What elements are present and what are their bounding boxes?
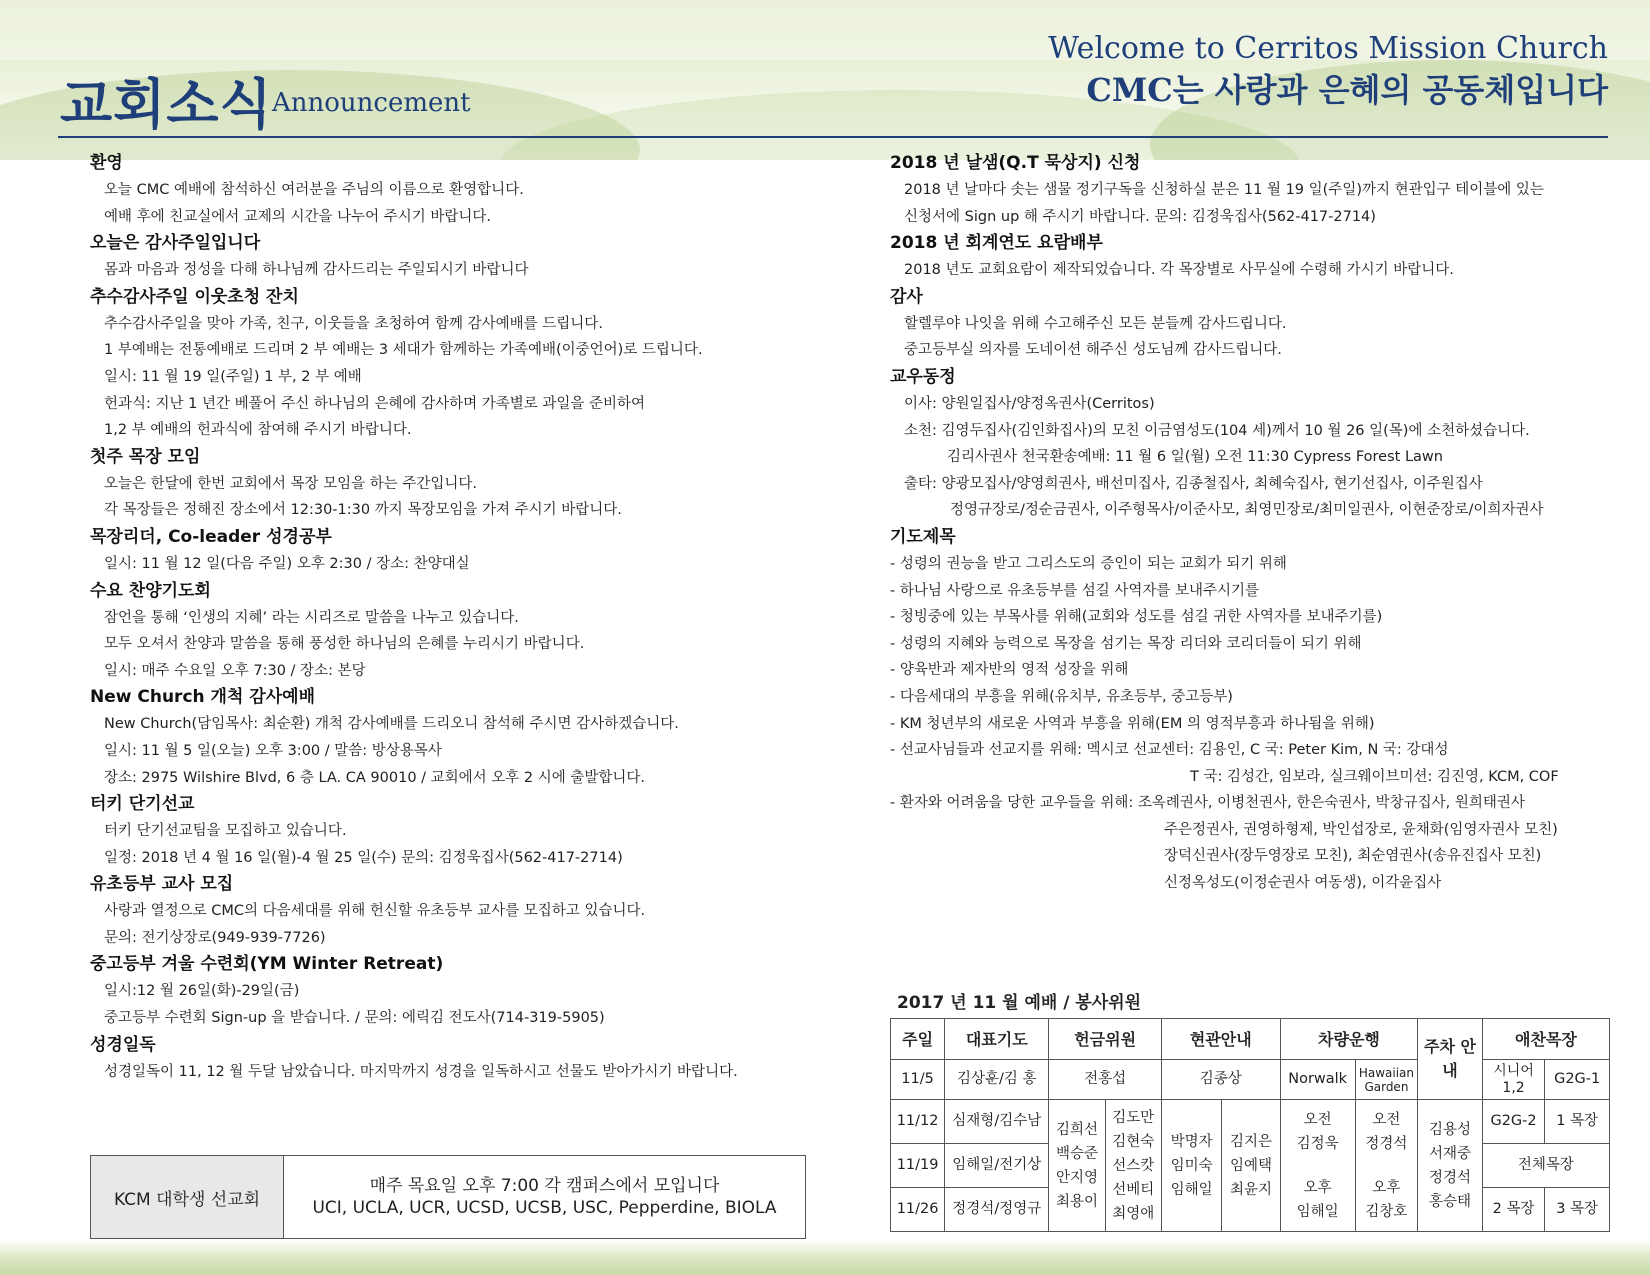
announcement-section — [890, 284, 1610, 364]
section-line: 정영규장로/정순금권사, 이주형목사/이준사모, 최영민장로/최미일권사, 이현준장로/이희자권사 — [950, 502, 1544, 519]
kcm-label: KCM 대학생 선교회 — [91, 1156, 284, 1238]
kcm-line-2: UCI, UCLA, UCR, UCSD, UCSB, USC, Pepperdine, BIOLA — [312, 1198, 777, 1218]
name-text: 홍승태 — [1428, 1193, 1472, 1210]
section-title: 교우동정 — [890, 366, 956, 387]
kcm-details — [284, 1156, 805, 1238]
name-text: 정경석 — [1365, 1135, 1408, 1152]
name-text: 최용이 — [1055, 1193, 1098, 1210]
welcome-line-1: Welcome to Cerritos Mission Church — [1048, 31, 1608, 66]
prayer-cell: 심재형/김수남 — [945, 1100, 1049, 1144]
section-line: 오늘은 한달에 한번 교회에서 목장 모임을 하는 주간입니다. — [104, 475, 478, 492]
section-line: 터키 단기선교팀을 모집하고 있습니다. — [104, 823, 347, 840]
announcement-section — [90, 524, 830, 578]
schedule-table — [890, 1018, 1610, 1232]
section-line: - 청빙중에 있는 부목사를 위해(교회와 성도를 섬길 귀한 사역자를 보내주기를) — [890, 609, 1383, 626]
section-line: 일시: 11 월 19 일(주일) 1 부, 2 부 예배 — [104, 368, 362, 385]
right-column — [890, 150, 1610, 897]
prayer-cell: 정경석/정영규 — [945, 1188, 1049, 1232]
section-line: - 양육반과 제자반의 영적 성장을 위해 — [890, 662, 1129, 679]
section-title: 2018 년 날샘(Q.T 묵상지) 신청 — [890, 153, 1141, 173]
schedule-header-row — [891, 1019, 1610, 1060]
name-text: 서재중 — [1428, 1145, 1472, 1162]
offering-cell — [1049, 1100, 1105, 1232]
header-cell: 헌금위원 — [1049, 1019, 1162, 1060]
section-title: 감사 — [890, 286, 923, 307]
name-text: 오후 — [1372, 1179, 1401, 1196]
section-line: 일정: 2018 년 4 월 16 일(월)-4 월 25 일(수) 문의: 김정욱집사(562-417-2714) — [104, 849, 623, 866]
footer-banner — [0, 1240, 1650, 1275]
section-title: 성경일독 — [90, 1034, 156, 1055]
section-line: 김리사권사 천국환송예배: 11 월 6 일(월) 오전 11:30 Cypress Forest Lawn — [947, 449, 1443, 466]
offering-cell — [1105, 1100, 1161, 1232]
prayer-cell: 임해일/전기상 — [945, 1144, 1049, 1188]
section-line: 일시: 11 월 12 일(다음 주일) 오후 2:30 / 장소: 찬양대실 — [104, 555, 470, 572]
meal-cell: 전체목장 — [1482, 1144, 1609, 1188]
meal-cell: 2 목장 — [1482, 1188, 1545, 1232]
usher-cell: 김종상 — [1161, 1060, 1280, 1100]
meal-cell: 1 목장 — [1545, 1100, 1610, 1144]
welcome-block — [1048, 30, 1608, 112]
section-line: - 성령의 권능을 받고 그리스도의 증인이 되는 교회가 되기 위해 — [890, 555, 1287, 572]
date-cell: 11/5 — [891, 1060, 945, 1100]
announcement-section — [890, 150, 1610, 230]
section-line: - 하나님 사랑으로 유초등부를 섬길 사역자를 보내주시기를 — [890, 582, 1260, 599]
left-column — [90, 150, 830, 1085]
section-title: 추수감사주일 이웃초청 잔치 — [90, 286, 299, 307]
header-cell: 대표기도 — [945, 1019, 1049, 1060]
section-title: 기도제목 — [890, 526, 956, 547]
name-text: 김용성 — [1428, 1121, 1472, 1138]
section-title: 중고등부 겨울 수련회(YM Winter Retreat) — [90, 954, 444, 975]
date-cell: 11/12 — [891, 1100, 945, 1144]
section-line: New Church(담임목사: 최순환) 개척 감사예배를 드리오니 참석해 주시면 감사하겠습니다. — [104, 716, 679, 733]
name-text: 오전 — [1303, 1111, 1332, 1128]
announcement-section — [90, 1032, 830, 1086]
section-title: 수요 찬양기도회 — [90, 580, 211, 601]
meal-cell: G2G-2 — [1482, 1100, 1545, 1144]
parking-cell — [1418, 1100, 1483, 1232]
announcement-section — [890, 364, 1610, 524]
section-line: 이사: 양원일집사/양정옥권사(Cerritos) — [904, 395, 1155, 412]
name-text: 백승준 — [1055, 1145, 1098, 1162]
announcement-section — [90, 791, 830, 871]
header-cell: 주일 — [891, 1019, 945, 1060]
announcement-section — [890, 230, 1610, 284]
section-title: 첫주 목장 모임 — [90, 446, 201, 467]
section-line: 2018 년도 교회요람이 제작되었습니다. 각 목장별로 사무실에 수령해 가시기 바랍니다. — [904, 262, 1454, 279]
announcement-section — [90, 150, 830, 230]
name-text: 임해일 — [1296, 1203, 1339, 1220]
name-text: 김창호 — [1365, 1203, 1408, 1220]
name-text: 안지영 — [1055, 1169, 1098, 1186]
section-title: 유초등부 교사 모집 — [90, 874, 234, 895]
section-line: 일시: 매주 수요일 오후 7:30 / 장소: 본당 — [104, 662, 366, 679]
announcement-section — [90, 230, 830, 284]
section-title: New Church 개척 감사예배 — [90, 687, 315, 708]
usher-cell — [1222, 1100, 1280, 1232]
section-line: 각 목장들은 정해진 장소에서 12:30-1:30 까지 목장모임을 가져 주시기 바랍니다. — [104, 502, 622, 519]
section-line: 모두 오셔서 찬양과 말씀을 통해 풍성한 하나님의 은혜를 누리시기 바랍니다. — [104, 636, 585, 653]
van-cell — [1355, 1100, 1418, 1232]
section-line: 사랑과 열정으로 CMC의 다음세대를 위해 헌신할 유초등부 교사를 모집하고 있습니다. — [104, 903, 646, 920]
section-line: 오늘 CMC 예배에 참석하신 여러분을 주님의 이름으로 환영합니다. — [104, 182, 524, 198]
welcome-line-2: CMC는 사랑과 은혜의 공동체입니다 — [1086, 71, 1608, 109]
meal-cell: G2G-1 — [1545, 1060, 1610, 1100]
schedule-title: 2017 년 11 월 예배 / 봉사위원 — [897, 993, 1142, 1013]
section-line: 몸과 마음과 정성을 다해 하나님께 감사드리는 주일되시기 바랍니다 — [104, 262, 529, 279]
name-text: 임예택 — [1229, 1157, 1272, 1174]
offering-cell: 전홍섭 — [1049, 1060, 1162, 1100]
kcm-line-1: 매주 목요일 오후 7:00 각 캠퍼스에서 모입니다 — [369, 1176, 720, 1196]
name-text: 선스캇 — [1112, 1157, 1155, 1174]
usher-cell — [1161, 1100, 1221, 1232]
section-line: 문의: 전기상장로(949-939-7726) — [104, 929, 326, 946]
page-title: 교회소식 — [60, 72, 273, 136]
header-cell: 주차 안내 — [1418, 1019, 1483, 1100]
announcement-section — [90, 951, 830, 1031]
section-line: 출타: 양광모집사/양영희권사, 배선미집사, 김종철집사, 최혜숙집사, 현기선집사, 이주원집사 — [904, 475, 1483, 492]
name-text: 김현숙 — [1112, 1133, 1155, 1150]
table-row — [891, 1060, 1610, 1100]
section-line: - 다음세대의 부흥을 위해(유치부, 유초등부, 중고등부) — [890, 688, 1233, 705]
section-line: 소천: 김영두집사(김인화집사)의 모친 이금염성도(104 세)께서 10 월 26 일(목)에 소천하셨습니다. — [904, 422, 1530, 439]
header-divider — [58, 136, 1608, 138]
meal-cell: 시니어 1,2 — [1482, 1060, 1545, 1100]
name-text: 선베티 — [1112, 1181, 1155, 1198]
header-cell: 애찬목장 — [1482, 1019, 1609, 1060]
announcement-section — [90, 444, 830, 524]
announcement-section — [90, 871, 830, 951]
meal-cell: 3 목장 — [1545, 1188, 1610, 1232]
name-text: 박명자 — [1170, 1133, 1213, 1150]
van-cell — [1280, 1100, 1355, 1232]
spacer — [1356, 1156, 1418, 1176]
section-line: 예배 후에 친교실에서 교제의 시간을 나누어 주시기 바랍니다. — [104, 208, 492, 225]
kcm-box — [90, 1155, 806, 1239]
section-line: - 환자와 어려움을 당한 교우들을 위해: 조옥례권사, 이병천권사, 한은숙권사, 박창규집사, 원희태권사 — [890, 795, 1525, 812]
header-cell: 차량운행 — [1280, 1019, 1418, 1060]
section-line: 일시: 11 월 5 일(오늘) 오후 3:00 / 말씀: 방상용목사 — [104, 742, 442, 759]
section-line: 성경일독이 11, 12 월 두달 남았습니다. 마지막까지 성경을 일독하시고 선물도 받아가시기 바랍니다. — [104, 1063, 738, 1080]
van-cell: Hawaiian Garden — [1355, 1060, 1418, 1100]
name-text: 오전 — [1372, 1111, 1401, 1128]
section-line: - KM 청년부의 새로운 사역과 부흥을 위해(EM 의 영적부흥과 하나됨을 위해) — [890, 715, 1375, 732]
announcement-section — [90, 578, 830, 685]
announcement-section — [890, 524, 1610, 897]
announcement-section — [90, 684, 830, 791]
section-line: T 국: 김성간, 임보라, 실크웨이브미션: 김진영, KCM, COF — [1190, 768, 1559, 785]
section-title: 환영 — [90, 153, 123, 173]
section-line: 1,2 부 예배의 헌과식에 참여해 주시기 바랍니다. — [104, 422, 412, 439]
section-title: 목장리더, Co-leader 성경공부 — [90, 526, 332, 547]
section-line: 주은정권사, 권영하형제, 박인섭장로, 윤채화(임영자권사 모친) — [1164, 821, 1558, 838]
name-text: 임해일 — [1170, 1181, 1213, 1198]
date-cell: 11/19 — [891, 1144, 945, 1188]
name-text: 김정욱 — [1296, 1135, 1339, 1152]
prayer-cell: 김상훈/김 홍 — [945, 1060, 1049, 1100]
name-text: 오후 — [1303, 1179, 1332, 1196]
section-title: 오늘은 감사주일입니다 — [90, 233, 261, 254]
header-cell: 현관안내 — [1161, 1019, 1280, 1060]
section-line: 헌과식: 지난 1 년간 베풀어 주신 하나님의 은혜에 감사하며 가족별로 과일을 준비하여 — [104, 395, 646, 412]
page-subtitle: Announcement — [272, 88, 471, 118]
section-line: - 선교사님들과 선교지를 위해: 멕시코 선교센터: 김용인, C 국: Peter Kim, N 국: 강대성 — [890, 742, 1449, 759]
name-text: 임미숙 — [1170, 1157, 1213, 1174]
section-line: 잠언을 통해 ‘인생의 지혜’ 라는 시리즈로 말씀을 나누고 있습니다. — [104, 609, 519, 626]
section-line: 장덕신권사(장두영장로 모친), 최순염권사(송유진집사 모친) — [1164, 848, 1542, 865]
table-row — [891, 1100, 1610, 1144]
section-line: - 성령의 지혜와 능력으로 목장을 섬기는 목장 리더와 코리더들이 되기 위해 — [890, 635, 1362, 652]
section-line: 중고등부실 의자를 도네이션 해주신 성도님께 감사드립니다. — [904, 342, 1282, 359]
section-line: 일시:12 월 26일(화)-29일(금) — [104, 983, 300, 1000]
van-cell: Norwalk — [1280, 1060, 1355, 1100]
section-line: 중고등부 수련회 Sign-up 을 받습니다. / 문의: 에릭김 전도사(714-319-5905) — [104, 1010, 605, 1027]
section-line: 신정옥성도(이정순권사 여동생), 이각윤집사 — [1164, 875, 1442, 892]
section-line: 1 부예배는 전통예배로 드리며 2 부 예배는 3 세대가 함께하는 가족예배(이중언어)로 드립니다. — [104, 342, 703, 359]
name-text: 정경석 — [1428, 1169, 1472, 1186]
announcement-section — [90, 284, 830, 444]
section-line: 2018 년 날마다 솟는 샘물 정기구독을 신청하실 분은 11 월 19 일(주일)까지 현관입구 테이블에 있는 — [904, 182, 1544, 198]
section-line: 할렐루야 나잇을 위해 수고해주신 모든 분들께 감사드립니다. — [904, 315, 1287, 332]
section-title: 터키 단기선교 — [90, 794, 195, 815]
name-text: 김도만 — [1112, 1109, 1155, 1126]
section-line: 장소: 2975 Wilshire Blvd, 6 층 LA. CA 90010 / 교회에서 오후 2 시에 출발합니다. — [104, 769, 646, 786]
name-text: 최윤지 — [1229, 1181, 1272, 1198]
name-text: 최영애 — [1112, 1205, 1155, 1222]
date-cell: 11/26 — [891, 1188, 945, 1232]
section-line: 신청서에 Sign up 해 주시기 바랍니다. 문의: 김정욱집사(562-417-2714) — [904, 208, 1376, 225]
section-line: 추수감사주일을 맞아 가족, 친구, 이웃들을 초청하여 함께 감사예배를 드립니다. — [104, 315, 603, 332]
name-text: 김지은 — [1229, 1133, 1272, 1150]
name-text: 김희선 — [1055, 1121, 1098, 1138]
section-title: 2018 년 회계연도 요람배부 — [890, 233, 1103, 254]
spacer — [1281, 1156, 1355, 1176]
